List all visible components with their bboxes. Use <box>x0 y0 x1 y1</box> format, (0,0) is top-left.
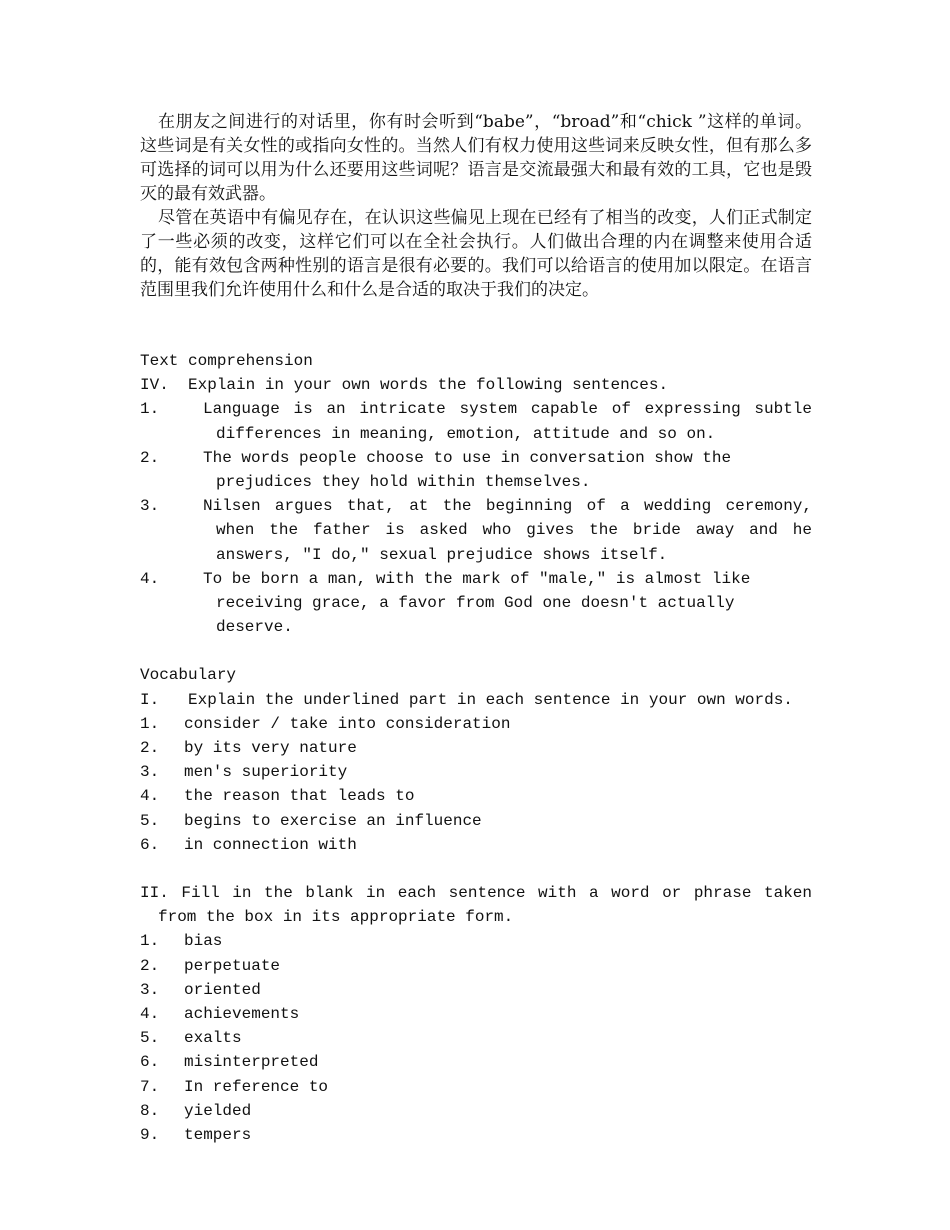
item-text: tempers <box>184 1126 252 1145</box>
list-item <box>140 712 812 736</box>
item-number: 7. <box>140 1077 160 1096</box>
item-text: perpetuate <box>184 956 281 975</box>
list-item <box>140 929 812 953</box>
list-item <box>140 1099 812 1123</box>
item-number: 1. <box>140 400 160 419</box>
item-text: men's superiority <box>184 763 348 782</box>
item-text: the reason that leads to <box>184 787 415 806</box>
item-text: consider / take into consideration <box>184 714 511 733</box>
item-text: Language is an intricate system capable of expressing subtle differences in meaning, emotion, attitude and so on. <box>203 400 812 443</box>
item-number: 3. <box>140 980 160 999</box>
list-item <box>140 954 812 978</box>
item-number: 3. <box>140 763 160 782</box>
list-item <box>140 1050 812 1074</box>
list-item <box>140 784 812 808</box>
list-item <box>140 809 812 833</box>
item-text: in connection with <box>184 835 357 854</box>
list-item <box>140 397 812 445</box>
document-page <box>140 110 812 1147</box>
list-item <box>140 978 812 1002</box>
list-item <box>140 494 812 567</box>
list-item <box>140 1075 812 1099</box>
exercise-iv-instruction: IV. Explain in your own words the following sentences. <box>140 376 669 395</box>
item-text: oriented <box>184 980 261 999</box>
text-comprehension-section <box>140 349 812 639</box>
item-number: 6. <box>140 1053 160 1072</box>
intro-paragraph-1: 在朋友之间进行的对话里，你有时会听到“babe”，“broad”和“chick ”这样的单词。这些词是有关女性的或指向女性的。当然人们有权力使用这些词来反映女性，但有那么多可选择的词可以用为什么还要用这些词呢？语言是交流最强大和最有效的工具，它也是毁灭的最有效武器。 <box>140 112 812 204</box>
vocabulary-section <box>140 663 812 1147</box>
item-number: 4. <box>140 787 160 806</box>
text-comprehension-heading: Text comprehension <box>140 352 313 370</box>
item-number: 6. <box>140 835 160 854</box>
list-item <box>140 1123 812 1147</box>
list-item <box>140 446 812 494</box>
item-text: achievements <box>184 1005 300 1024</box>
item-number: 2. <box>140 739 160 758</box>
vocabulary-part1-instruction: I. Explain the underlined part in each sentence in your own words. <box>140 690 793 709</box>
item-number: 4. <box>140 569 160 588</box>
item-number: 2. <box>140 956 160 975</box>
item-text: begins to exercise an influence <box>184 811 482 830</box>
item-text: In reference to <box>184 1077 329 1096</box>
list-item <box>140 760 812 784</box>
item-text: by its very nature <box>184 739 357 758</box>
item-number: 5. <box>140 811 160 830</box>
item-number: 1. <box>140 714 160 733</box>
item-number: 2. <box>140 448 160 467</box>
list-item <box>140 833 812 857</box>
item-text: Nilsen argues that, at the beginning of a wedding ceremony, when the father is asked who gives the bride away and he answers, "I do," sexual prejudice shows itself. <box>203 497 812 564</box>
item-number: 8. <box>140 1101 160 1120</box>
list-item <box>140 736 812 760</box>
list-item <box>140 1026 812 1050</box>
item-text: To be born a man, with the mark of "male," is almost like receiving grace, a favor from God one doesn't actually deserve. <box>203 569 751 637</box>
item-number: 4. <box>140 1005 160 1024</box>
item-text: exalts <box>184 1029 242 1048</box>
item-number: 3. <box>140 497 160 516</box>
item-number: 9. <box>140 1126 160 1145</box>
intro-paragraph-2: 尽管在英语中有偏见存在，在认识这些偏见上现在已经有了相当的改变，人们正式制定了一些必须的改变，这样它们可以在全社会执行。人们做出合理的内在调整来使用合适的，能有效包含两种性别的语言是很有必要的。我们可以给语言的使用加以限定。在语言范围里我们允许使用什么和什么是合适的取决于我们的决定。 <box>140 208 812 300</box>
vocabulary-part2-instruction: II. Fill in the blank in each sentence with a word or phrase taken from the box in its appropriate form. <box>140 884 812 927</box>
list-item <box>140 1002 812 1026</box>
item-text: yielded <box>184 1101 252 1120</box>
item-text: The words people choose to use in conversation show the prejudices they hold within themselves. <box>203 448 732 492</box>
item-text: misinterpreted <box>184 1053 319 1072</box>
item-text: bias <box>184 932 223 951</box>
list-item <box>140 567 812 640</box>
item-number: 5. <box>140 1029 160 1048</box>
vocabulary-heading: Vocabulary <box>140 666 237 685</box>
item-number: 1. <box>140 932 160 951</box>
